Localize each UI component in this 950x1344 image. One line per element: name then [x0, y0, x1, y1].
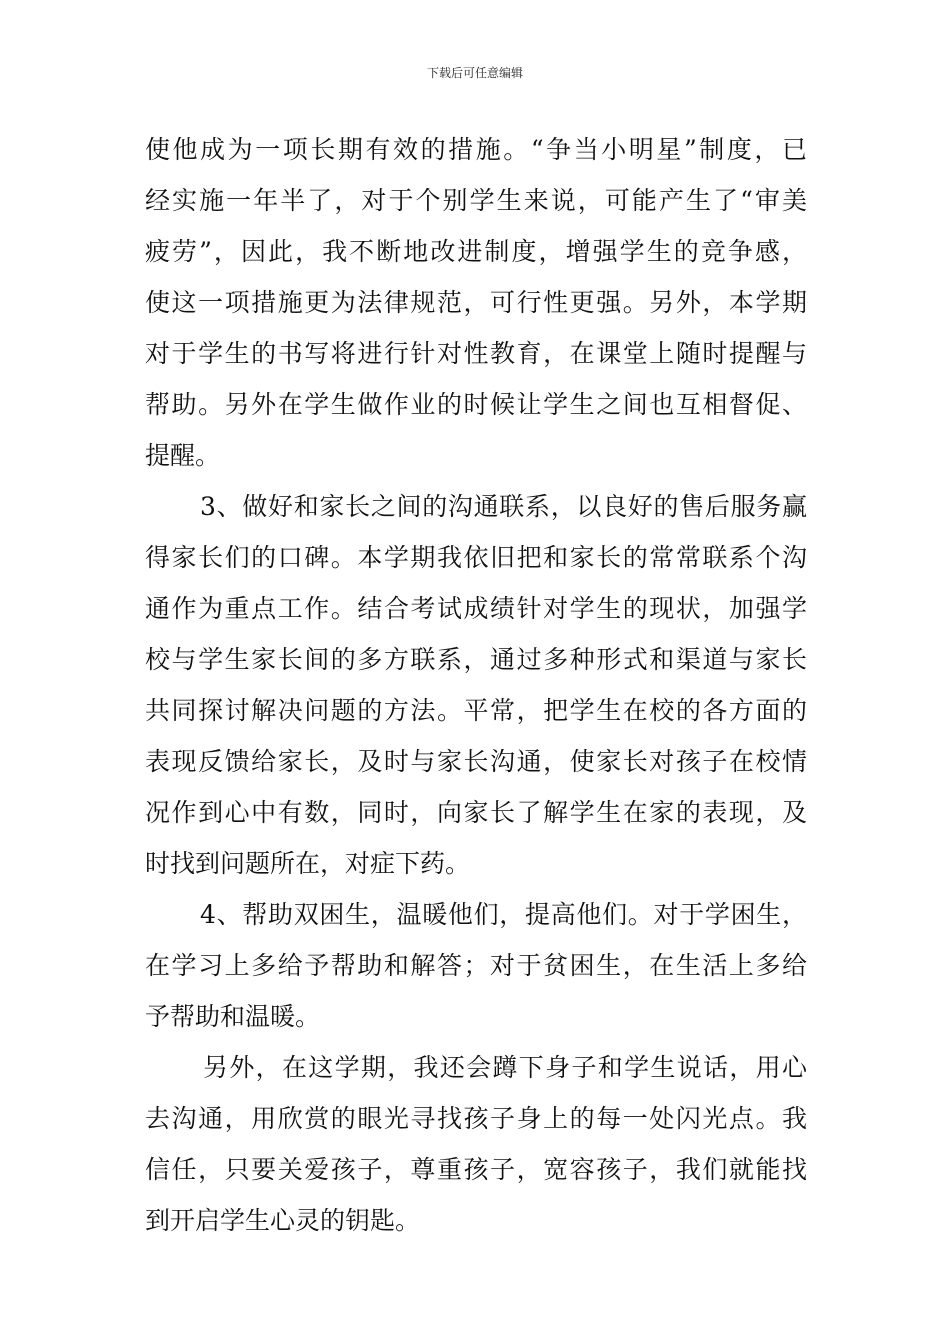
paragraph-closing [145, 1042, 807, 1246]
text-line: 校与学生家长间的多方联系，通过多种形式和渠道与家长 [145, 645, 807, 674]
text-line: 使他成为一项长期有效的措施。“争当小明星”制度，已 [145, 135, 807, 164]
text-line: 通作为重点工作。结合考试成绩针对学生的现状，加强学 [145, 594, 807, 623]
text-line: 到开启学生心灵的钥匙。 [145, 1206, 421, 1235]
page-header: 下载后可任意编辑 [426, 66, 523, 80]
text-line: 信任，只要关爱孩子，尊重孩子，宽容孩子，我们就能找 [145, 1155, 807, 1184]
text-line: 共同探讨解决问题的方法。平常，把学生在校的各方面的 [145, 696, 807, 725]
text-line: 提醒。 [145, 441, 221, 470]
paragraph-item-4 [145, 889, 807, 1042]
text-line: 予帮助和温暖。 [145, 1002, 321, 1031]
text-line: 表现反馈给家长，及时与家长沟通，使家长对孩子在校情 [145, 747, 807, 776]
text-line: 时找到问题所在，对症下药。 [145, 849, 471, 878]
text-line: 4、帮助双困生，温暖他们，提高他们。对于学困生， [200, 900, 807, 929]
text-line: 在学习上多给予帮助和解答；对于贫困生，在生活上多给 [145, 951, 807, 980]
text-line: 况作到心中有数，同时，向家长了解学生在家的表现，及 [145, 798, 807, 827]
text-line: 经实施一年半了，对于个别学生来说，可能产生了“审美 [145, 186, 807, 215]
text-line: 3、做好和家长之间的沟通联系，以良好的售后服务赢 [200, 492, 807, 521]
paragraph-item-3 [145, 481, 807, 889]
text-line: 使这一项措施更为法律规范，可行性更强。另外，本学期 [145, 288, 807, 317]
text-line: 疲劳”，因此，我不断地改进制度，增强学生的竞争感， [145, 237, 807, 266]
text-line: 另外，在这学期，我还会蹲下身子和学生说话，用心 [203, 1053, 807, 1082]
text-line: 去沟通，用欣赏的眼光寻找孩子身上的每一处闪光点。我 [145, 1104, 807, 1133]
text-line: 得家长们的口碑。本学期我依旧把和家长的常常联系个沟 [145, 543, 807, 572]
text-line: 对于学生的书写将进行针对性教育，在课堂上随时提醒与 [145, 339, 807, 368]
document-body [145, 124, 807, 1246]
text-line: 帮助。另外在学生做作业的时候让学生之间也互相督促、 [145, 390, 807, 419]
paragraph-continuation [145, 124, 807, 481]
